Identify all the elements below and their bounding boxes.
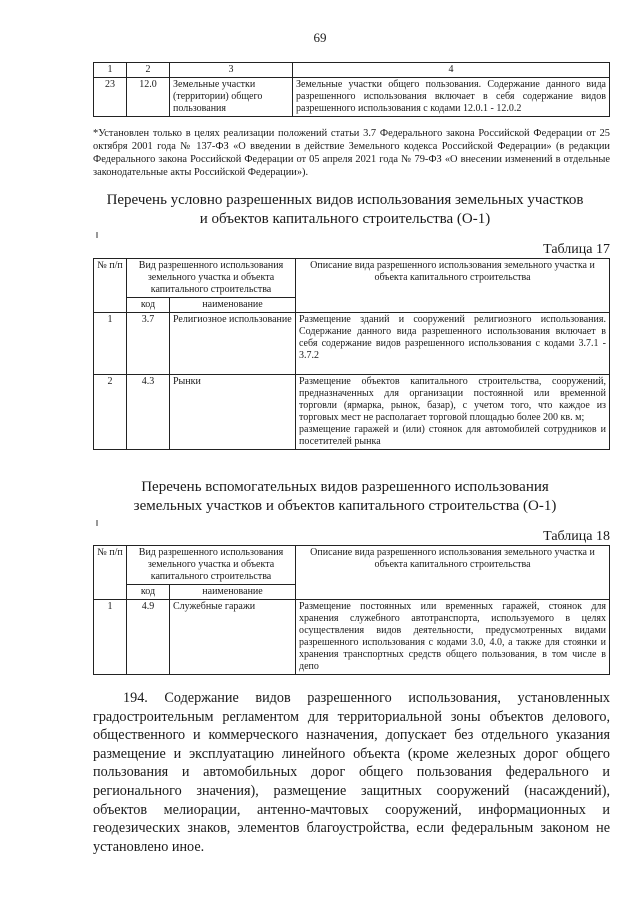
section1-heading-line1: Перечень условно разрешенных видов использования земельных участков <box>106 192 584 208</box>
table-17 <box>93 258 610 450</box>
section1-heading <box>80 191 610 229</box>
row-name: Служебные гаражи <box>170 600 296 675</box>
row-description: Размещение постоянных или временных гаражей, стоянок для хранения служебного автотранспорта, используемого в целях осуществления видов деятельности, предусмотренных видами разрешенного использования с кодами 3.0, 4.0, а также для стоянки и хранения транспортных средств общего пользования, в том числе в депо <box>296 600 610 675</box>
header-kind: Вид разрешенного использования земельного участка и объекта капитального строительства <box>127 259 296 298</box>
header-code: код <box>127 585 170 600</box>
table-row <box>94 78 610 117</box>
section2-heading-line1: Перечень вспомогательных видов разрешенного использования <box>141 479 549 495</box>
header-name: наименование <box>170 298 296 313</box>
row-number: 1 <box>94 313 127 375</box>
scan-mark <box>96 520 98 526</box>
header-num: № п/п <box>94 546 127 600</box>
table-header-row <box>94 63 610 78</box>
row-description: Земельные участки общего пользования. Содержание данного вида разрешенного использования включает в себя содержание видов разрешенного использования с кодами 12.0.1 - 12.0.2 <box>293 78 610 117</box>
row-description-part1: Размещение объектов капитального строительства, сооружений, предназначенных для организации постоянной или временной торговли (ярмарка, рынок, базар), с учетом того, что каждое из торговых мест не располагает торговой площадью более 200 кв. м; <box>299 376 606 423</box>
row-name: Рынки <box>170 375 296 450</box>
row-number: 2 <box>94 375 127 450</box>
table-row <box>94 600 610 675</box>
header-kind: Вид разрешенного использования земельного участка и объекта капитального строительства <box>127 546 296 585</box>
row-name: Религиозное использование <box>170 313 296 375</box>
header-name: наименование <box>170 585 296 600</box>
header-num: № п/п <box>94 259 127 313</box>
row-code: 3.7 <box>127 313 170 375</box>
header-cell: 3 <box>170 63 293 78</box>
row-description <box>296 375 610 450</box>
scan-mark <box>96 232 98 238</box>
row-number: 23 <box>94 78 127 117</box>
table-header-row <box>94 546 610 585</box>
table-header-row <box>94 259 610 298</box>
row-code: 4.3 <box>127 375 170 450</box>
header-description: Описание вида разрешенного использования земельного участка и объекта капитального строительства <box>296 546 610 600</box>
row-description-part2: размещение гаражей и (или) стоянок для автомобилей сотрудников и посетителей рынка <box>299 424 606 447</box>
row-number: 1 <box>94 600 127 675</box>
section1-heading-line2: и объектов капитального строительства (О-1) <box>199 211 491 227</box>
header-cell: 1 <box>94 63 127 78</box>
paragraph-194 <box>93 689 610 856</box>
table-row <box>94 313 610 375</box>
table18-caption: Таблица 18 <box>543 529 610 544</box>
header-code: код <box>127 298 170 313</box>
section2-heading-line2: земельных участков и объектов капитального строительства (О-1) <box>133 498 557 514</box>
header-cell: 4 <box>293 63 610 78</box>
page-number: 69 <box>313 30 327 45</box>
footnote: *Установлен только в целях реализации положений статьи 3.7 Федерального закона Российской Федерации от 25 октября 2001 года № 137-ФЗ «О введении в действие Земельного кодекса Российской Федерации» (в редакции Федерального закона Российской Федерации от 05 апреля 2021 года № 79-ФЗ «О внесении изменений в отдельные законодательные акты Российской Федерации»). <box>93 128 610 178</box>
table17-caption: Таблица 17 <box>543 242 610 257</box>
paragraph-text: 194. Содержание видов разрешенного использования, установленных градостроительным регламентом для территориальной зоны объектов делового, общественного и коммерческого назначения, допускает без отдельного указания размещение и эксплуатацию линейного объекта (кроме железных дорог общего пользования и автомобильных дорог общего пользования федерального и регионального значения), размещение защитных сооружений (насаждений), объектов мелиорации, антенно-мачтовых сооружений, информационных и геодезических знаков, элементов благоустройства, если федеральным законом не установлено иное. <box>93 690 610 855</box>
continuation-table <box>93 62 610 117</box>
table-row <box>94 375 610 450</box>
row-code: 12.0 <box>127 78 170 117</box>
row-code: 4.9 <box>127 600 170 675</box>
row-description: Размещение зданий и сооружений религиозного использования. Содержание данного вида разрешенного использования включает в себя содержание видов разрешенного использования с кодами 3.7.1 - 3.7.2 <box>296 313 610 375</box>
table-18 <box>93 545 610 675</box>
header-description: Описание вида разрешенного использования земельного участка и объекта капитального строительства <box>296 259 610 313</box>
header-cell: 2 <box>127 63 170 78</box>
section2-heading <box>80 478 610 516</box>
row-name: Земельные участки (территории) общего пользования <box>170 78 293 117</box>
